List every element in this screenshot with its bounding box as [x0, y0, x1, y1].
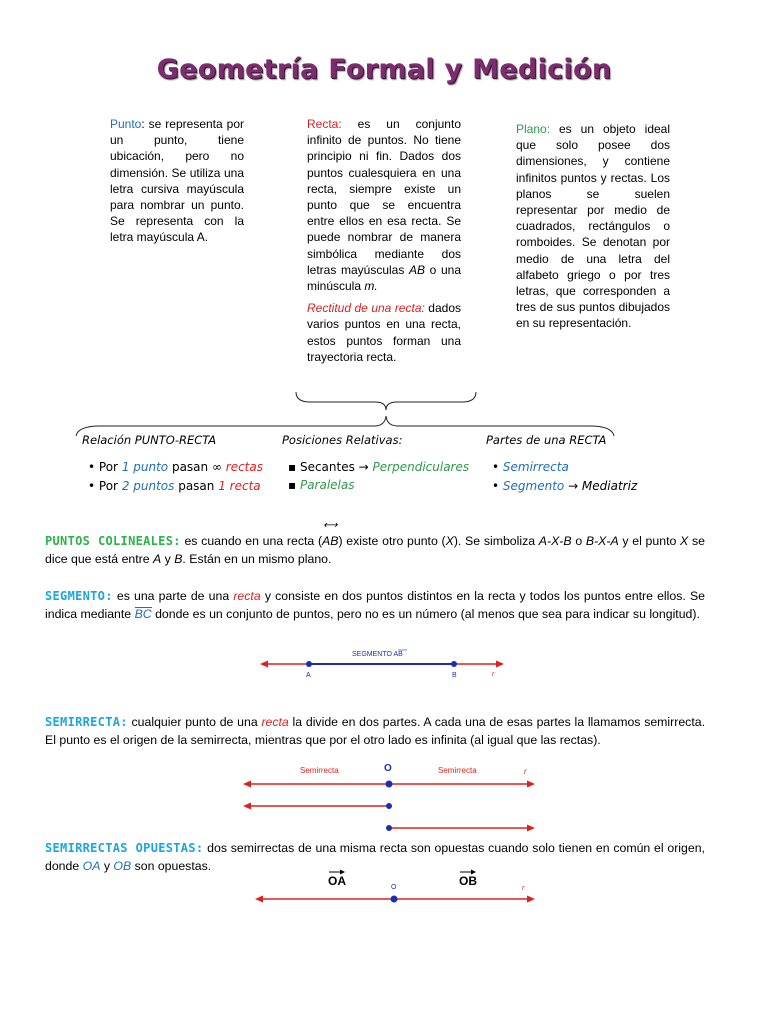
semirrecta-paragraph: SEMIRRECTA: cualquier punto de una recta la divide en dos partes. A cada una de esas partes la llamamos semirrecta. El punto es el origen de la semirrecta, mientras que por el otro lado es infinita (al igual que las rectas). [45, 715, 706, 747]
punto-column [110, 116, 244, 246]
partes-item: • Segmento → Mediatriz [492, 479, 638, 493]
semirrecta-figure [0, 760, 768, 840]
oa-fig-label: OA [328, 874, 346, 888]
partes-list [492, 458, 637, 496]
ob-notation: OB [113, 859, 132, 873]
punto-text: : se representa por un punto, tiene ubicación, pero no dimensión. Se utiliza una letra cursiva mayúscula para nombrar un punto. Se representa con la letra mayúscula A. [110, 117, 244, 245]
opuestas-paragraph: SEMIRRECTAS OPUESTAS: dos semirrectas de una misma recta son opuestas cuando solo tienen en común el origen, donde OA y OB son opuestas. [45, 841, 705, 873]
recta-label: Recta: [307, 117, 342, 131]
line-r-label: r [524, 767, 527, 776]
relacion-heading: Relación PUNTO-RECTA [82, 433, 217, 447]
plano-column [516, 121, 670, 332]
partes-item: • Semirrecta [492, 460, 569, 474]
relacion-item: • Por 1 punto pasan ∞ rectas [88, 460, 263, 474]
point-a-label: A [306, 672, 311, 679]
point-b-label: B [452, 672, 457, 679]
ab-line-notation: ⟷ AB [322, 532, 338, 550]
small-brace [296, 392, 476, 410]
origin-o-label: O [384, 763, 392, 774]
segmento-paragraph: SEGMENTO: es una parte de una recta y consiste en dos puntos distintos en la recta y todos los puntos entre ellos. Se indica mediante BC donde es un conjunto de puntos, pero no es un número (al menos que sea para indicar su longitud). [45, 589, 705, 621]
line-r-label: r [492, 671, 495, 678]
relacion-list [88, 458, 263, 496]
semirrecta-right-label: Semirrecta [438, 766, 477, 775]
rectitud-label: Rectitud de una recta: [307, 301, 425, 316]
bc-segment-notation: BC [134, 607, 152, 621]
segmento-heading: SEGMENTO: [45, 589, 113, 603]
plano-label: Plano: [516, 122, 551, 136]
colineales-heading: PUNTOS COLINEALES: [45, 534, 181, 548]
semirrecta-heading: SEMIRRECTA: [45, 715, 128, 729]
posiciones-item: ▪ Secantes → Perpendiculares [288, 460, 470, 474]
partes-heading: Partes de una RECTA [486, 433, 607, 447]
recta-text-b: o una minúscula [307, 262, 461, 294]
relacion-item: • Por 2 puntos pasan 1 recta [88, 479, 261, 493]
page-title: Geometría Formal y Medición [156, 54, 612, 85]
opuestas-figure [0, 866, 768, 916]
origin-o-label: O [391, 884, 397, 891]
posiciones-heading: Posiciones Relativas: [282, 433, 403, 447]
segmento-fig-label: SEGMENTO AB [352, 651, 403, 658]
segmento-figure [0, 646, 768, 686]
semirrecta-left-label: Semirrecta [300, 766, 339, 775]
recta-column [307, 116, 461, 365]
posiciones-list [288, 458, 469, 494]
plano-text: es un objeto ideal que solo posee dos dimensiones, y contiene infinitos puntos y rectas. Los planos se suelen representar por medio de cuadrados, rectángulos o romboides. Se denotan por medio de una letra del alfabeto griego o por tres letras, que corresponden a tres de sus puntos dibujados en su representación. [516, 122, 670, 331]
posiciones-item: ▪ Paralelas [288, 478, 355, 492]
recta-m-notation: m. [364, 279, 378, 294]
colineales-paragraph: PUNTOS COLINEALES: es cuando en una recta (⟷ AB) existe otro punto (X). Se simboliza A-X-B o B-X-A y el punto X se dice que está entre A y B. Están en un mismo plano. [45, 532, 705, 568]
line-r-label: r [522, 885, 525, 892]
ob-fig-label: OB [459, 874, 477, 888]
oa-notation: OA [82, 859, 101, 873]
rectitud-text: dados varios puntos en una recta, estos puntos forman una trayectoria recta. [307, 301, 461, 364]
punto-label: Punto [110, 117, 142, 131]
opuestas-heading: SEMIRRECTAS OPUESTAS: [45, 841, 204, 855]
recta-ab-notation: AB [409, 262, 426, 277]
recta-text-a: es un conjunto infinito de puntos. No tiene principio ni fin. Dados dos puntos cualesquiera en una recta, siempre existe un punto que se encuentra entre ellos en esa recta. Se puede nombrar de manera simbólica mediante dos letras mayúsculas [307, 117, 461, 277]
